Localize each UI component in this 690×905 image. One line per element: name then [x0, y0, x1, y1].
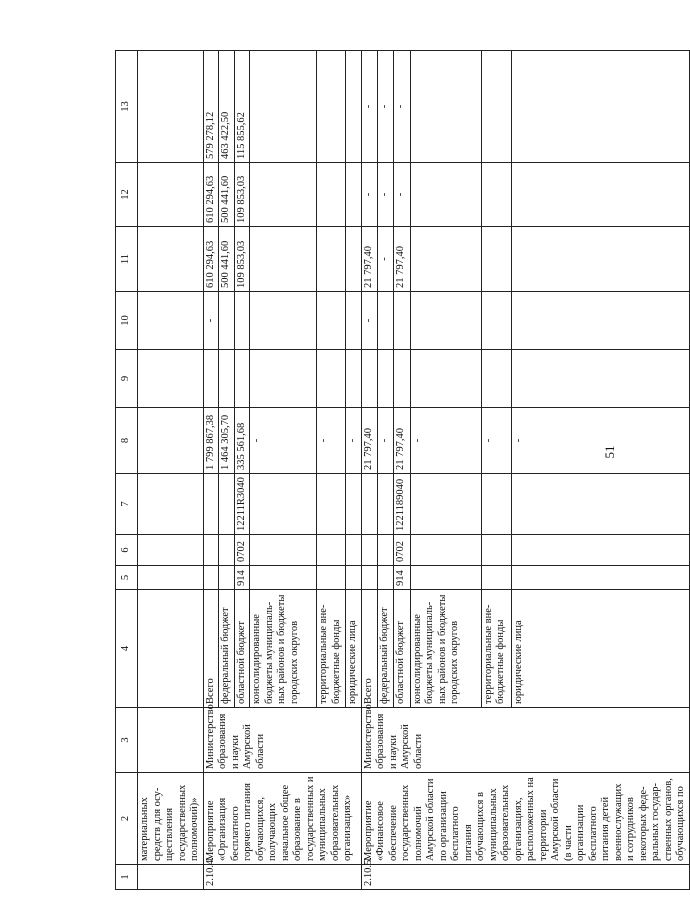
continuation-id-cell	[138, 865, 204, 890]
value-cell-c7	[481, 474, 512, 535]
header-cell: 13	[116, 51, 138, 163]
header-cell: 6	[116, 535, 138, 566]
value-cell-c13: 579 278,12	[203, 51, 219, 163]
value-cell-c8: -	[377, 408, 393, 474]
value-cell-c10	[481, 292, 512, 350]
value-cell-c5: 914	[394, 566, 410, 590]
value-cell-c9	[219, 350, 235, 408]
value-cell-c9	[512, 350, 689, 408]
value-cell-c9	[394, 350, 410, 408]
value-cell-c10	[317, 292, 346, 350]
budget-table	[115, 50, 690, 890]
value-cell-c12	[250, 163, 317, 227]
value-cell-c10	[512, 292, 689, 350]
value-cell-c10	[377, 292, 393, 350]
value-cell-c6	[410, 535, 481, 566]
value-cell-c8: 1 799 867,38	[203, 408, 219, 474]
value-cell-c8: 21 797,40	[394, 408, 410, 474]
value-cell-c7	[512, 474, 689, 535]
value-cell-c8: -	[250, 408, 317, 474]
value-cell-c9	[481, 350, 512, 408]
value-cell-c11	[481, 227, 512, 292]
value-cell-c5	[361, 566, 377, 590]
funding-source-cell: федеральный бюджет	[219, 590, 235, 708]
value-cell-c13	[512, 51, 689, 163]
value-cell-c6	[481, 535, 512, 566]
value-cell-c7	[317, 474, 346, 535]
value-cell-c10	[219, 292, 235, 350]
value-cell-c7	[361, 474, 377, 535]
value-cell-c11: 109 853,03	[234, 227, 250, 292]
value-cell-c12	[346, 163, 362, 227]
value-cell-c5	[512, 566, 689, 590]
value-cell-c10: -	[361, 292, 377, 350]
value-cell-c6	[377, 535, 393, 566]
value-cell-c11: -	[377, 227, 393, 292]
value-cell-c8: -	[512, 408, 689, 474]
value-cell-c13: -	[361, 51, 377, 163]
value-cell-c13: 463 422,50	[219, 51, 235, 163]
header-cell: 4	[116, 590, 138, 708]
activity-name-cell: Мероприятие «Финансовое обеспечение государственных полномочий Амурской области по организации бесплатного питания обучающихся в муниципальных образовательных организациях, расположенных на территории Амурской области (в части организации бесплатного питания детей военнослужащих и сотрудников некоторых федеральных государственных органов, обучающихся по	[361, 773, 689, 865]
value-cell-c8: -	[346, 408, 362, 474]
value-cell-c7	[250, 474, 317, 535]
funding-source-cell: федеральный бюджет	[377, 590, 393, 708]
value-cell-c6	[317, 535, 346, 566]
funding-source-cell: консолидированные бюджеты муниципальных районов и бюджеты городских округов	[410, 590, 481, 708]
table-row	[203, 51, 219, 890]
value-cell-c6	[512, 535, 689, 566]
value-cell-c9	[234, 350, 250, 408]
value-cell-c11	[346, 227, 362, 292]
header-cell: 9	[116, 350, 138, 408]
value-cell-c9	[317, 350, 346, 408]
value-cell-c11	[250, 227, 317, 292]
value-cell-c12	[410, 163, 481, 227]
header-cell: 11	[116, 227, 138, 292]
header-cell: 10	[116, 292, 138, 350]
value-cell-c9	[377, 350, 393, 408]
value-cell-c9	[250, 350, 317, 408]
value-cell-c12: 109 853,03	[234, 163, 250, 227]
value-cell-c11: 21 797,40	[361, 227, 377, 292]
value-cell-c6	[361, 535, 377, 566]
value-cell-c6: 0702	[234, 535, 250, 566]
value-cell-c11: 500 441,60	[219, 227, 235, 292]
item-number-cell: 2.10.5.	[361, 865, 689, 890]
value-cell-c12: 500 441,60	[219, 163, 235, 227]
value-cell-c11	[512, 227, 689, 292]
value-cell-c5	[481, 566, 512, 590]
value-cell-c8: 1 464 305,70	[219, 408, 235, 474]
value-cell-c10	[234, 292, 250, 350]
value-cell-c11	[317, 227, 346, 292]
page-number: 51	[602, 445, 617, 459]
value-cell-c8: -	[481, 408, 512, 474]
value-cell-c10	[394, 292, 410, 350]
value-cell-c11: 610 294,63	[203, 227, 219, 292]
value-cell-c7	[219, 474, 235, 535]
value-cell-c13	[481, 51, 512, 163]
value-cell-c12: 610 294,63	[203, 163, 219, 227]
value-cell-c12: -	[377, 163, 393, 227]
value-cell-c7	[410, 474, 481, 535]
value-cell-c5	[346, 566, 362, 590]
executor-cell: Министерство образования и науки Амурской области	[361, 708, 689, 773]
value-cell-c6	[203, 535, 219, 566]
value-cell-c12	[317, 163, 346, 227]
header-cell: 2	[116, 773, 138, 865]
funding-source-cell: Всего	[203, 590, 219, 708]
value-cell-c12	[481, 163, 512, 227]
value-cell-c8: 21 797,40	[361, 408, 377, 474]
funding-source-cell: областной бюджет	[234, 590, 250, 708]
value-cell-c9	[361, 350, 377, 408]
value-cell-c12	[512, 163, 689, 227]
value-cell-c8: -	[410, 408, 481, 474]
value-cell-c10: -	[203, 292, 219, 350]
table-row	[361, 51, 377, 890]
value-cell-c13: -	[377, 51, 393, 163]
item-number-cell: 2.10.4.	[203, 865, 361, 890]
header-cell: 3	[116, 708, 138, 773]
value-cell-c5	[203, 566, 219, 590]
value-cell-c13: 115 855,62	[234, 51, 250, 163]
value-cell-c12: -	[394, 163, 410, 227]
executor-cell: Министерство образования и науки Амурской области	[203, 708, 361, 773]
header-cell: 1	[116, 865, 138, 890]
value-cell-c9	[410, 350, 481, 408]
value-cell-c5	[410, 566, 481, 590]
value-cell-c9	[346, 350, 362, 408]
value-cell-c13	[250, 51, 317, 163]
value-cell-c7: 1221189040	[394, 474, 410, 535]
value-cell-c10	[410, 292, 481, 350]
value-cell-c10	[250, 292, 317, 350]
value-cell-c5: 914	[234, 566, 250, 590]
funding-source-cell: территориальные внебюджетные фонды	[317, 590, 346, 708]
value-cell-c6	[250, 535, 317, 566]
value-cell-c5	[250, 566, 317, 590]
value-cell-c7	[346, 474, 362, 535]
value-cell-c8: 335 561,68	[234, 408, 250, 474]
value-cell-c5	[317, 566, 346, 590]
value-cell-c6	[219, 535, 235, 566]
funding-source-cell: юридические лица	[346, 590, 362, 708]
value-cell-c11	[410, 227, 481, 292]
value-cell-c12: -	[361, 163, 377, 227]
header-cell: 7	[116, 474, 138, 535]
funding-source-cell: территориальные внебюджетные фонды	[481, 590, 512, 708]
value-cell-c7	[203, 474, 219, 535]
value-cell-c9	[203, 350, 219, 408]
header-cell: 12	[116, 163, 138, 227]
value-cell-c7	[377, 474, 393, 535]
value-cell-c5	[377, 566, 393, 590]
header-row	[116, 51, 138, 890]
value-cell-c11: 21 797,40	[394, 227, 410, 292]
header-cell: 5	[116, 566, 138, 590]
continuation-name-cell: материальных средств для осуществления государственных полномочий)»	[138, 773, 204, 865]
header-cell: 8	[116, 408, 138, 474]
activity-name-cell: Мероприятие «Организация бесплатного горячего питания обучающихся, получающих начальное общее образование в государственных и муниципальных образовательных организациях»	[203, 773, 361, 865]
value-cell-c13: -	[394, 51, 410, 163]
funding-source-cell: Всего	[361, 590, 377, 708]
value-cell-c8: -	[317, 408, 346, 474]
value-cell-c13	[317, 51, 346, 163]
funding-source-cell: юридические лица	[512, 590, 689, 708]
value-cell-c6	[346, 535, 362, 566]
value-cell-c7: 12211R3040	[234, 474, 250, 535]
value-cell-c10	[346, 292, 362, 350]
value-cell-c6: 0702	[394, 535, 410, 566]
funding-source-cell: областной бюджет	[394, 590, 410, 708]
value-cell-c13	[410, 51, 481, 163]
value-cell-c13	[346, 51, 362, 163]
value-cell-c5	[219, 566, 235, 590]
continuation-row	[138, 51, 204, 890]
funding-source-cell: консолидированные бюджеты муниципальных районов и бюджеты городских округов	[250, 590, 317, 708]
